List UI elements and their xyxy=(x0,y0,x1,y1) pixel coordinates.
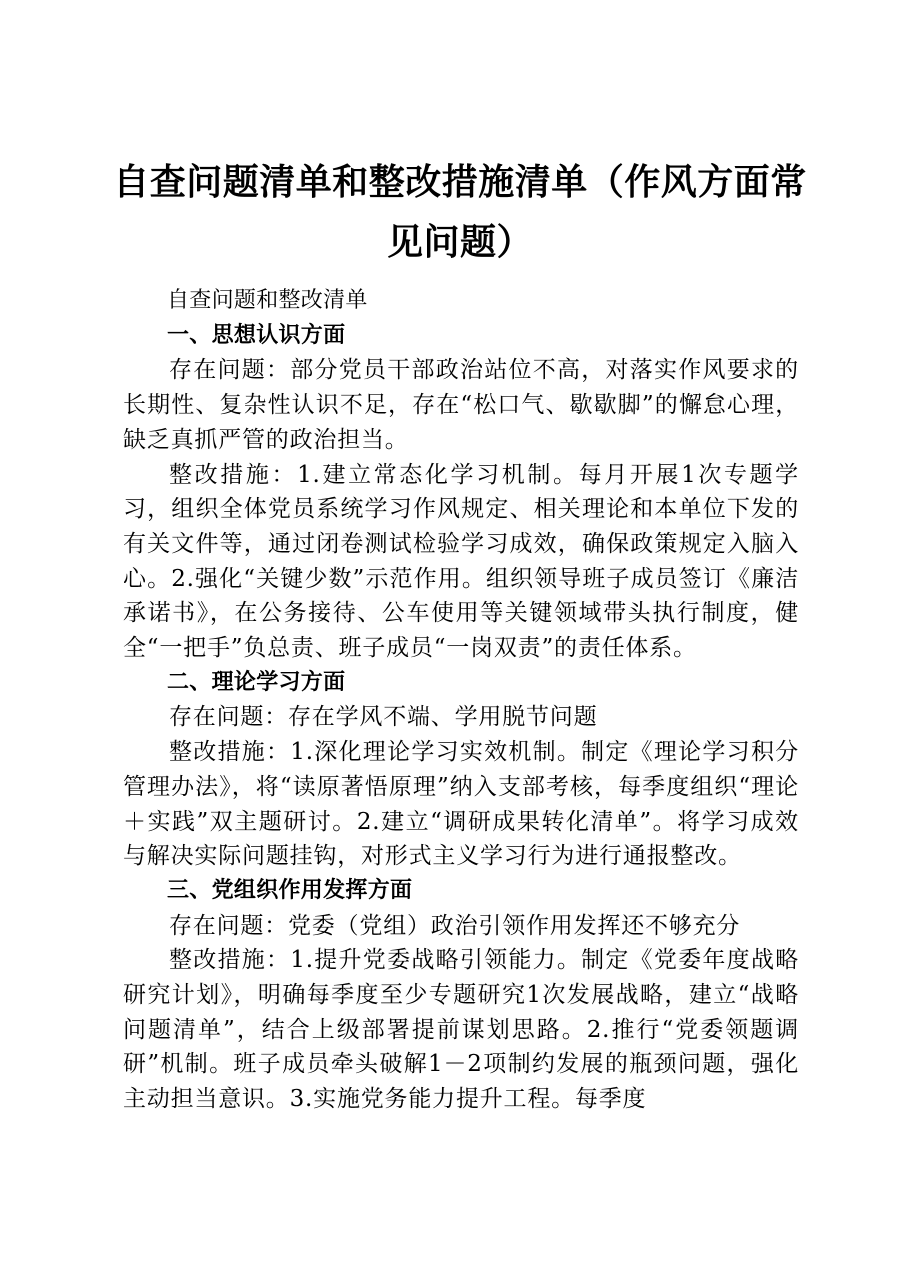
measures-paragraph: 整改措施：1.提升党委战略引领能力。制定《党委年度战略研究计划》，明确每季度至少专题研究1次发展战略，建立“战略问题清单”，结合上级部署提前谋划思路。2.推行“党委领题调研”机制。班子成员牵头破解1－2项制约发展的瓶颈问题，强化主动担当意识。3.实施党务能力提升工程。每季度 xyxy=(123,947,799,1113)
subtitle: 自查问题和整改清单 xyxy=(167,288,368,313)
section-heading: 一、思想认识方面 xyxy=(167,322,346,348)
section-heading: 三、党组织作用发挥方面 xyxy=(167,877,413,903)
problem-paragraph: 存在问题：存在学风不端、学用脱节问题 xyxy=(169,704,598,731)
problem-paragraph: 存在问题：部分党员干部政治站位不高，对落实作风要求的长期性、复杂性认识不足，存在“松口气、歇歇脚”的懈怠心理，缺乏真抓严管的政治担当。 xyxy=(123,357,799,453)
problem-paragraph: 存在问题：党委（党组）政治引领作用发挥还不够充分 xyxy=(169,912,741,939)
document-title: 自查问题清单和整改措施清单（作风方面常见问题） xyxy=(113,161,807,263)
measures-paragraph: 整改措施：1.建立常态化学习机制。每月开展1次专题学习，组织全体党员系统学习作风规定、相关理论和本单位下发的有关文件等，通过闭卷测试检验学习成效，确保政策规定入脑入心。2.强化“关键少数”示范作用。组织领导班子成员签订《廉洁承诺书》，在公务接待、公车使用等关键领域带头执行制度，健全“一把手”负总责、班子成员“一岗双责”的责任体系。 xyxy=(123,461,799,662)
measures-paragraph: 整改措施：1.深化理论学习实效机制。制定《理论学习积分管理办法》，将“读原著悟原理”纳入支部考核，每季度组织“理论＋实践”双主题研讨。2.建立“调研成果转化清单”。将学习成效与解决实际问题挂钩，对形式主义学习行为进行通报整改。 xyxy=(123,739,799,870)
section-heading: 二、理论学习方面 xyxy=(167,669,346,695)
document-body xyxy=(123,284,799,1117)
